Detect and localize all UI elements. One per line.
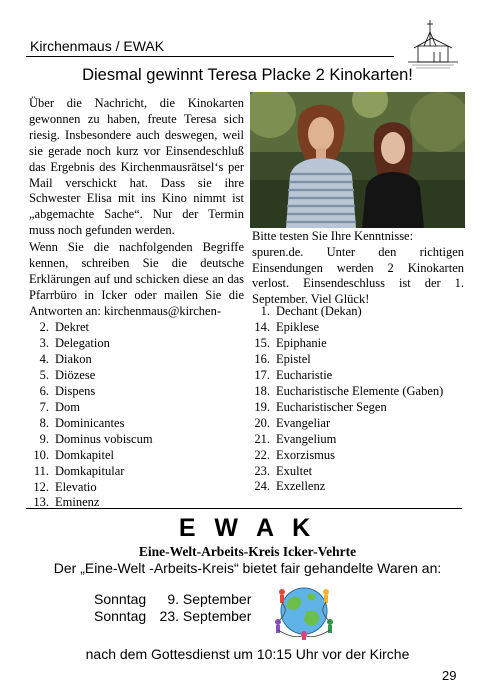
item-number: 5. <box>39 367 49 382</box>
list-item <box>248 479 443 495</box>
item-number: 13. <box>33 495 49 510</box>
item-number: 12. <box>33 479 49 494</box>
church-logo <box>404 16 462 72</box>
list-item <box>248 432 443 448</box>
globe-children-icon <box>270 582 338 640</box>
item-term: Diözese <box>55 367 96 382</box>
header-title: Kirchenmaus / EWAK <box>30 38 165 54</box>
page-number: 29 <box>442 668 457 683</box>
item-number: 23. <box>254 463 270 478</box>
list-item <box>248 304 443 320</box>
item-term: Eminenz <box>55 495 100 510</box>
list-item <box>27 495 153 511</box>
date-number: 9. <box>167 591 179 607</box>
list-item <box>248 368 443 384</box>
list-item <box>27 416 153 432</box>
item-term: Epistel <box>276 351 311 366</box>
item-term: Dominicantes <box>55 415 125 430</box>
list-item <box>27 336 153 352</box>
sales-dates <box>94 591 251 625</box>
item-number: 1. <box>260 304 270 318</box>
item-term: Diakon <box>55 351 92 366</box>
list-item <box>27 368 153 384</box>
ewak-subtitle: Eine-Welt-Arbeits-Kreis Icker-Vehrte <box>138 544 357 559</box>
headline: Diesmal gewinnt Teresa Placke 2 Kinokarten! <box>82 66 413 84</box>
item-term: Dekret <box>55 320 90 334</box>
list-item <box>248 320 443 336</box>
list-item <box>27 384 153 400</box>
item-number: 7. <box>39 399 49 414</box>
intro-paragraph-2: Wenn Sie die nachfolgenden Begriffe kennen, schreiben Sie die deutsche Erklärungen auf und schicken diese an das Pfarrbüro in Icker oder mailen Sie die Antworten an: kirchenmaus@kirchen- <box>29 240 244 318</box>
item-term: Exorzismus <box>276 447 336 462</box>
quiz-instructions-line-1: Bitte testen Sie Ihre Kenntnisse: <box>252 229 414 243</box>
list-item <box>27 480 153 496</box>
item-number: 22. <box>254 447 270 462</box>
item-number: 16. <box>254 351 270 366</box>
term-list-right <box>248 304 443 495</box>
item-number: 21. <box>254 431 270 446</box>
item-number: 18. <box>254 383 270 398</box>
ewak-title: E W A K <box>178 514 317 542</box>
item-term: Evangelium <box>276 431 337 446</box>
date-row <box>94 608 251 625</box>
list-item <box>27 464 153 480</box>
item-number: 20. <box>254 415 270 430</box>
item-number: 15. <box>254 335 270 350</box>
item-number: 24. <box>254 479 270 494</box>
item-number: 6. <box>39 383 49 398</box>
service-time: nach dem Gottesdienst um 10:15 Uhr vor der Kirche <box>85 646 410 662</box>
item-number: 14. <box>254 319 270 334</box>
item-term: Eucharistischer Segen <box>276 399 387 414</box>
term-list-left <box>27 320 153 511</box>
list-item <box>248 400 443 416</box>
intro-paragraph-1: Über die Nachricht, die Kinokarten gewonnen zu haben, freute Teresa sich riesig. Insbesondere auch deswegen, weil sie gerade noch kurz vor Einsendeschluß das Ergebnis des Kirchenmausrätsel‘s per Mail verschickt hat. Dass sie ihre Schwester Elisa mit ins Kino nimmt ist „abgemachte Sache“. Nur der Termin muss noch gefunden werden. <box>29 96 244 238</box>
item-number: 8. <box>39 415 49 430</box>
quiz-instructions-line-2: spuren.de. Unter den richtigen Einsendungen werden 2 Kinokarten verlost. Einsendeschluss ist der 1. September. Viel Glück! <box>252 244 464 307</box>
list-item <box>27 432 153 448</box>
item-term: Elevatio <box>55 479 97 494</box>
item-term: Epiphanie <box>276 335 327 350</box>
list-item <box>248 464 443 480</box>
list-item <box>248 352 443 368</box>
item-number: 2. <box>39 320 49 334</box>
list-item <box>27 400 153 416</box>
date-month: September <box>182 591 252 607</box>
item-number: 4. <box>39 351 49 366</box>
date-day: Sonntag <box>94 591 147 607</box>
item-term: Domkapitular <box>55 463 125 478</box>
item-term: Eucharistie <box>276 367 333 382</box>
item-term: Dominus vobiscum <box>55 431 153 446</box>
list-item <box>248 384 443 400</box>
list-item <box>248 336 443 352</box>
item-number: 11. <box>33 463 49 478</box>
date-day: Sonntag <box>94 608 147 624</box>
item-term: Evangeliar <box>276 415 331 430</box>
item-term: Domkapitel <box>55 447 115 462</box>
item-term: Dechant (Dekan) <box>276 304 362 318</box>
list-item <box>27 448 153 464</box>
item-term: Dom <box>55 399 80 414</box>
list-item <box>27 320 153 336</box>
ewak-description: Der „Eine-Welt -Arbeits-Kreis“ bietet fair gehandelte Waren an: <box>53 560 442 576</box>
section-divider <box>26 508 462 509</box>
item-number: 9. <box>39 431 49 446</box>
quiz-instructions <box>252 229 464 308</box>
winner-photo <box>250 92 465 228</box>
item-term: Dispens <box>55 383 96 398</box>
item-term: Eucharistische Elemente (Gaben) <box>276 383 444 398</box>
item-term: Epiklese <box>276 319 320 334</box>
item-term: Exzellenz <box>276 479 326 494</box>
item-term: Delegation <box>55 335 110 350</box>
date-number: 23. <box>159 608 179 624</box>
intro-text <box>29 96 244 321</box>
item-number: 3. <box>39 335 49 350</box>
header-rule <box>26 56 394 57</box>
item-term: Exultet <box>276 463 313 478</box>
date-month: September <box>182 608 252 624</box>
list-item <box>248 448 443 464</box>
item-number: 10. <box>33 447 49 462</box>
list-item <box>27 352 153 368</box>
date-row <box>94 591 251 608</box>
item-number: 17. <box>254 367 270 382</box>
item-number: 19. <box>254 399 270 414</box>
list-item <box>248 416 443 432</box>
